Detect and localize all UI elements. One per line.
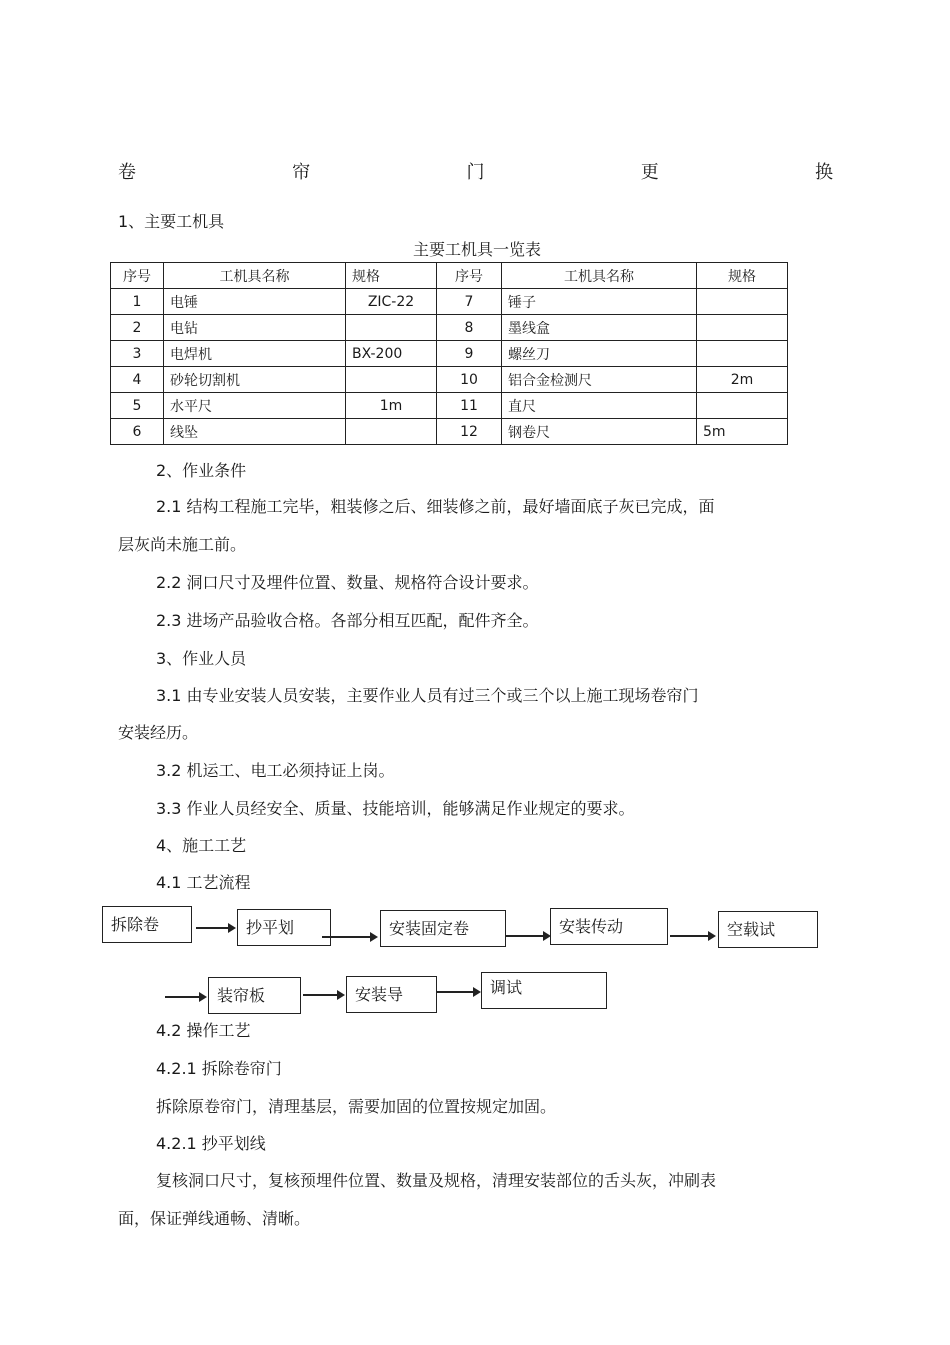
table-caption: 主要工机具一览表 <box>413 240 542 259</box>
flow-arrow <box>165 996 205 998</box>
cell: ZIC-22 <box>346 289 437 315</box>
cell: 螺丝刀 <box>502 341 697 367</box>
flow-step-install-guide: 安装导 <box>346 976 437 1013</box>
header-name-2: 工机具名称 <box>502 263 697 289</box>
cell: 水平尺 <box>164 393 346 419</box>
cell: 5 <box>111 393 164 419</box>
header-no-2: 序号 <box>437 263 502 289</box>
cell: 电锤 <box>164 289 346 315</box>
cell: 锤子 <box>502 289 697 315</box>
flow-arrow <box>322 936 376 938</box>
flow-step-idle-test: 空载试 <box>718 911 818 948</box>
cell: 10 <box>437 367 502 393</box>
header-name-1: 工机具名称 <box>164 263 346 289</box>
title-char-2: 帘 <box>292 162 311 183</box>
flow-step-level: 抄平划 <box>237 909 331 946</box>
flow-arrow <box>303 994 343 996</box>
header-spec-1: 规格 <box>346 263 437 289</box>
table-header-row <box>111 263 788 289</box>
cell: 12 <box>437 419 502 445</box>
cell <box>346 419 437 445</box>
cell: 铝合金检测尺 <box>502 367 697 393</box>
cell: 6 <box>111 419 164 445</box>
flow-step-curtain-panel: 装帘板 <box>208 977 301 1014</box>
para-3-3: 3.3 作业人员经安全、质量、技能培训，能够满足作业规定的要求。 <box>156 799 635 818</box>
para-3-2: 3.2 机运工、电工必须持证上岗。 <box>156 761 395 780</box>
para-2-2: 2.2 洞口尺寸及埋件位置、数量、规格符合设计要求。 <box>156 573 539 592</box>
flow-arrow <box>506 935 549 937</box>
cell: 墨线盒 <box>502 315 697 341</box>
cell: 电焊机 <box>164 341 346 367</box>
para-2-1-line1: 2.1 结构工程施工完毕，粗装修之后、细装修之前，最好墙面底子灰已完成，面 <box>156 497 715 516</box>
para-3-1-line1: 3.1 由专业安装人员安装，主要作业人员有过三个或三个以上施工现场卷帘门 <box>156 686 699 705</box>
cell: 电钻 <box>164 315 346 341</box>
table-row <box>111 419 788 445</box>
table-row <box>111 341 788 367</box>
flow-step-debug: 调试 <box>481 972 607 1009</box>
section-3-heading: 3、作业人员 <box>156 649 247 668</box>
cell <box>697 393 788 419</box>
header-no-1: 序号 <box>111 263 164 289</box>
cell: 3 <box>111 341 164 367</box>
section-1-heading: 1、主要工机具 <box>118 212 225 231</box>
flow-step-install-drive: 安装传动 <box>550 908 668 945</box>
tools-table <box>110 262 788 445</box>
title-char-5: 换 <box>815 162 833 183</box>
para-4-2: 4.2 操作工艺 <box>156 1021 251 1040</box>
para-4-2-1: 4.2.1 拆除卷帘门 <box>156 1059 282 1078</box>
cell: 1 <box>111 289 164 315</box>
para-2-1-line2: 层灰尚未施工前。 <box>118 535 247 554</box>
cell: 钢卷尺 <box>502 419 697 445</box>
para-4-2-1-body: 拆除原卷帘门，清理基层，需要加固的位置按规定加固。 <box>156 1097 557 1116</box>
cell <box>346 367 437 393</box>
table-row <box>111 393 788 419</box>
cell <box>697 289 788 315</box>
para-3-1-line2: 安装经历。 <box>118 723 199 742</box>
cell: 8 <box>437 315 502 341</box>
para-4-1: 4.1 工艺流程 <box>156 873 251 892</box>
para-last-line2: 面，保证弹线通畅、清晰。 <box>118 1209 311 1228</box>
title-char-3: 门 <box>466 162 485 183</box>
para-2-3: 2.3 进场产品验收合格。各部分相互匹配，配件齐全。 <box>156 611 539 630</box>
section-4-heading: 4、施工工艺 <box>156 836 247 855</box>
cell <box>346 315 437 341</box>
flow-step-remove: 拆除卷 <box>102 906 192 943</box>
title-char-4: 更 <box>640 162 659 183</box>
cell: 砂轮切割机 <box>164 367 346 393</box>
para-last-line1: 复核洞口尺寸，复核预埋件位置、数量及规格，清理安装部位的舌头灰，冲刷表 <box>156 1171 717 1190</box>
cell: 直尺 <box>502 393 697 419</box>
flow-arrow <box>670 935 714 937</box>
table-row <box>111 367 788 393</box>
cell: 线坠 <box>164 419 346 445</box>
table-row <box>111 289 788 315</box>
flow-step-install-fixed: 安装固定卷 <box>380 910 506 947</box>
cell: 1m <box>346 393 437 419</box>
document-title <box>118 158 833 182</box>
cell <box>697 315 788 341</box>
cell: 2 <box>111 315 164 341</box>
cell: 4 <box>111 367 164 393</box>
cell: BX-200 <box>346 341 437 367</box>
cell <box>697 341 788 367</box>
para-4-2-1-b: 4.2.1 抄平划线 <box>156 1134 266 1153</box>
cell: 11 <box>437 393 502 419</box>
cell: 7 <box>437 289 502 315</box>
flow-arrow <box>196 927 234 929</box>
cell: 9 <box>437 341 502 367</box>
header-spec-2: 规格 <box>697 263 788 289</box>
title-char-1: 卷 <box>118 162 136 183</box>
section-2-heading: 2、作业条件 <box>156 461 247 480</box>
table-row <box>111 315 788 341</box>
cell: 2m <box>697 367 788 393</box>
cell: 5m <box>697 419 788 445</box>
flow-arrow <box>437 991 479 993</box>
